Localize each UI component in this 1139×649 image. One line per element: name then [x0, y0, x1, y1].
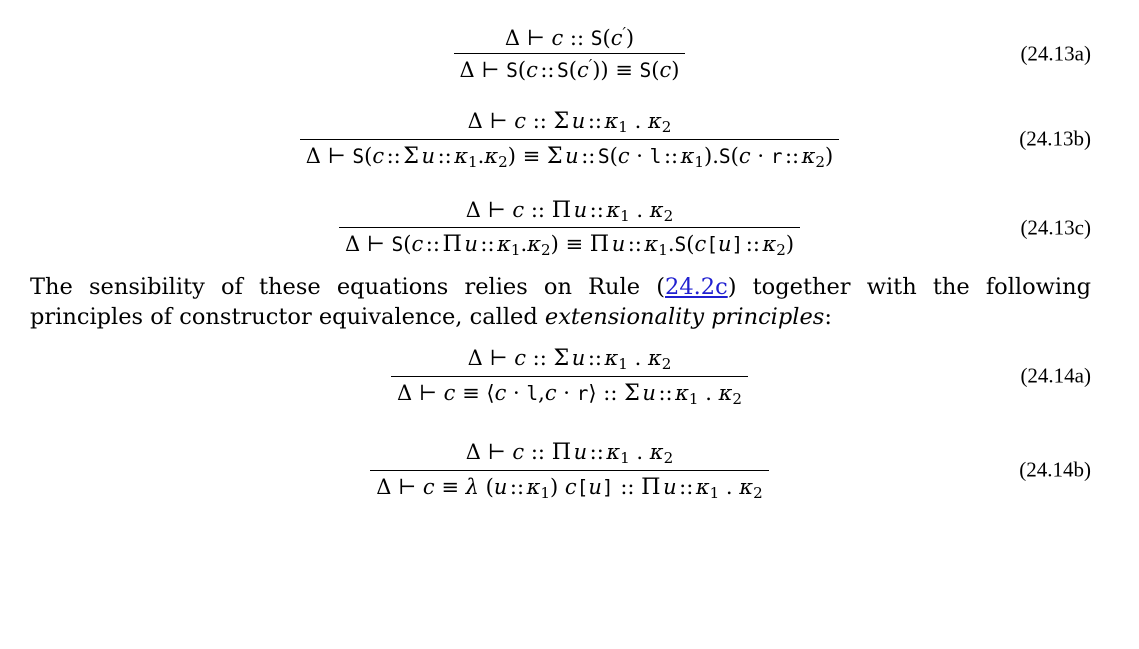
inference-rule-sing-sigma [0, 105, 1139, 173]
paragraph-text-after-ref: ) together with the following principles of constructor equivalence, called [30, 273, 1092, 330]
paragraph-emphasis: extensionality principles [544, 303, 825, 330]
equation-tag-24-14b: (24.14b) [1019, 457, 1091, 482]
equation-tag-24-13b: (24.13b) [1019, 126, 1091, 151]
rule-premise: Δ ⊢ c :: Π u :: $\kappa_1$ . $\kappa_2$ [465, 196, 674, 225]
rule-premise: Δ ⊢ c :: Σ u :: $\kappa_1$ . $\kappa_2$ [467, 345, 672, 374]
rule-conclusion: Δ ⊢ S(c :: Σ u :: $\kappa_1.\kappa_2) \equiv \Sigma$ u :: S(c · l :: $\kappa_1).S(c \cdot r$ :: $\kappa_2$) [305, 142, 834, 172]
equation-tag-24-14a: (24.14a) [1020, 363, 1091, 388]
inference-rule-sing-pi [0, 194, 1139, 262]
rule-conclusion: Δ ⊢ c ≡ ⟨c · l,c · r⟩ :: Σ u :: $\kappa_1$ . $\kappa_2$ [397, 379, 742, 408]
body-paragraph [0, 272, 1139, 332]
inference-rule-sing-sing [0, 22, 1139, 85]
rule-row-24-13b [0, 105, 1139, 173]
document-page [0, 22, 1139, 649]
rule-premise: Δ ⊢ c :: Σ u :: $\kappa_1$ . $\kappa_2$ [467, 108, 672, 137]
paragraph-text-before-ref: The sensibility of these equations relies on Rule ( [30, 273, 665, 300]
rule-row-24-14a [0, 342, 1139, 410]
cross-reference-link[interactable]: 24.2c [665, 273, 728, 300]
equation-tag-24-13a: (24.13a) [1020, 41, 1091, 66]
paragraph-text-end: : [824, 303, 832, 330]
rule-conclusion: Δ ⊢ S(c :: Π u :: $\kappa_1.\kappa_2) \equiv \Pi$ u :: $\kappa_1.S(c[u]$ :: $\kappa_2$) [344, 231, 795, 260]
rule-row-24-13a [0, 22, 1139, 85]
rule-premise: Δ ⊢ c :: Π u :: $\kappa_1$ . $\kappa_2$ [465, 439, 674, 468]
rule-conclusion: Δ ⊢ S(c :: S(c′)) ≡ S(c) [459, 56, 680, 82]
inference-rule-ext-sigma [0, 342, 1139, 410]
rule-premise: Δ ⊢ c :: S(c′) [504, 24, 635, 50]
rule-row-24-14b [0, 436, 1139, 504]
rule-row-24-13c [0, 194, 1139, 262]
equation-tag-24-13c: (24.13c) [1020, 215, 1091, 240]
rule-conclusion: Δ ⊢ c ≡ λ (u :: $\kappa_1$) c[u] :: Π u :: $\kappa_1$ . $\kappa_2$ [376, 473, 763, 503]
inference-rule-ext-pi [0, 436, 1139, 504]
